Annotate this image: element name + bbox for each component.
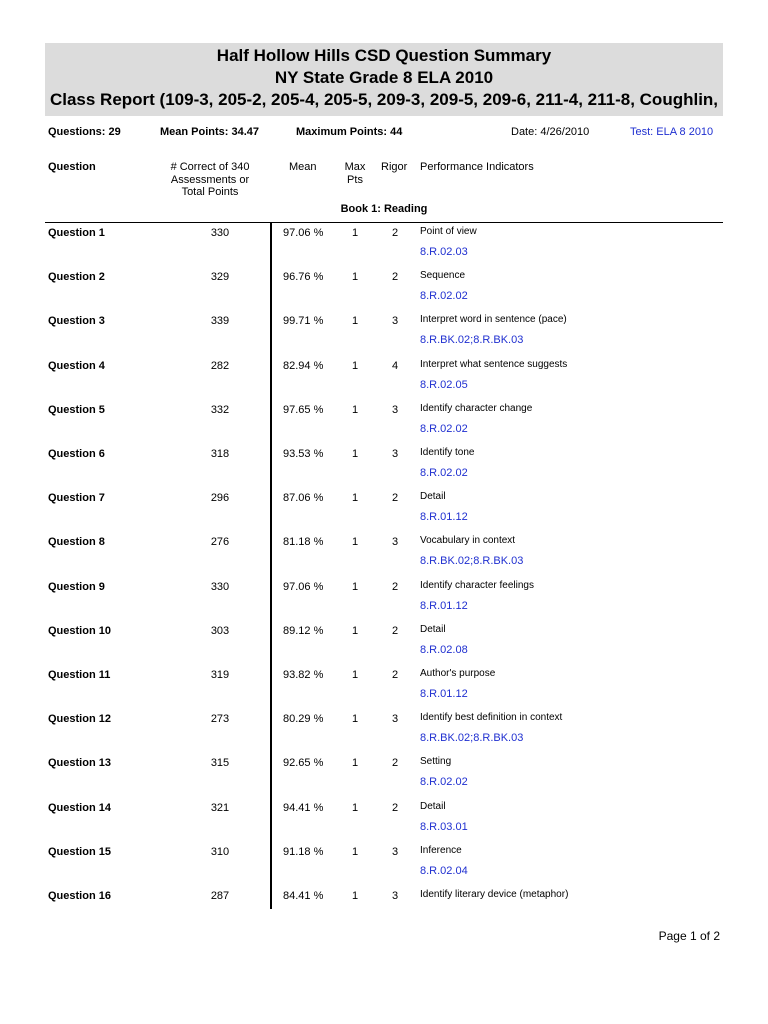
indicator-standard: 8.R.03.01 [420, 821, 468, 833]
table-row [0, 886, 768, 930]
table-row [0, 400, 768, 444]
mean-percent: 80.29 % [283, 713, 324, 725]
correct-count: 318 [210, 448, 230, 460]
col-correct-line1: # Correct of 340 [170, 161, 250, 173]
indicator-standard: 8.R.02.02 [420, 467, 468, 479]
indicator-description: Identify best definition in context [420, 712, 563, 723]
indicator-description: Identify tone [420, 447, 475, 458]
max-points: 1 [351, 669, 359, 681]
indicator-standard: 8.R.BK.02;8.R.BK.03 [420, 334, 524, 346]
correct-count: 319 [210, 669, 230, 681]
correct-count: 296 [210, 492, 230, 504]
table-row [0, 532, 768, 576]
indicator-standard: 8.R.02.02 [420, 290, 468, 302]
mean-percent: 99.71 % [283, 315, 324, 327]
question-label: Question 11 [48, 669, 111, 681]
question-label: Question 5 [48, 404, 105, 416]
question-label: Question 7 [48, 492, 105, 504]
indicator-description: Point of view [420, 226, 477, 237]
mean-percent: 89.12 % [283, 625, 324, 637]
mean-percent: 93.82 % [283, 669, 324, 681]
max-points: 1 [351, 315, 359, 327]
rigor-level: 2 [391, 669, 399, 681]
mean-percent: 93.53 % [283, 448, 324, 460]
correct-count: 330 [210, 581, 230, 593]
mean-percent: 91.18 % [283, 846, 324, 858]
col-max-line1: Max [344, 161, 366, 173]
table-row [0, 842, 768, 886]
correct-count: 329 [210, 271, 230, 283]
indicator-description: Detail [420, 491, 446, 502]
indicator-description: Interpret what sentence suggests [420, 359, 568, 370]
mean-percent: 94.41 % [283, 802, 324, 814]
questions-count: Questions: 29 [48, 126, 121, 138]
question-label: Question 16 [48, 890, 111, 902]
question-label: Question 9 [48, 581, 105, 593]
report-subtitle: NY State Grade 8 ELA 2010 [274, 68, 494, 87]
col-correct [160, 161, 260, 199]
rigor-level: 3 [391, 404, 399, 416]
correct-count: 310 [210, 846, 230, 858]
table-row [0, 444, 768, 488]
indicator-standard: 8.R.02.03 [420, 246, 468, 258]
col-max-line2: Pts [347, 173, 363, 186]
rigor-level: 2 [391, 271, 399, 283]
indicator-standard: 8.R.01.12 [420, 511, 468, 523]
correct-count: 332 [210, 404, 230, 416]
mean-percent: 81.18 % [283, 536, 324, 548]
question-label: Question 14 [48, 802, 111, 814]
col-performance-indicators: Performance Indicators [420, 161, 534, 173]
indicator-standard: 8.R.01.12 [420, 688, 468, 700]
table-row [0, 577, 768, 621]
max-points: 1 [351, 802, 359, 814]
max-points: 1 [351, 713, 359, 725]
test-name: Test: ELA 8 2010 [630, 126, 714, 138]
correct-count: 330 [210, 227, 230, 239]
table-row [0, 709, 768, 753]
correct-count: 273 [210, 713, 230, 725]
rigor-level: 3 [391, 448, 399, 460]
col-question: Question [48, 161, 96, 173]
indicator-description: Vocabulary in context [420, 535, 516, 546]
question-label: Question 6 [48, 448, 105, 460]
table-row [0, 621, 768, 665]
rigor-level: 2 [391, 802, 399, 814]
max-points: 1 [351, 271, 359, 283]
table-row [0, 798, 768, 842]
indicator-standard: 8.R.02.02 [420, 423, 468, 435]
rigor-level: 3 [391, 315, 399, 327]
max-points: 1 [351, 846, 359, 858]
max-points: 1 [351, 227, 359, 239]
max-points: 1 [351, 581, 359, 593]
max-points: 1 [351, 404, 359, 416]
correct-count: 303 [210, 625, 230, 637]
rigor-level: 3 [391, 846, 399, 858]
indicator-description: Detail [420, 801, 446, 812]
correct-count: 339 [210, 315, 230, 327]
question-label: Question 10 [48, 625, 111, 637]
maximum-points: Maximum Points: 44 [296, 126, 403, 138]
indicator-description: Detail [420, 624, 446, 635]
question-label: Question 2 [48, 271, 105, 283]
rigor-level: 4 [391, 360, 399, 372]
report-header [45, 43, 723, 116]
rigor-level: 2 [391, 492, 399, 504]
mean-percent: 82.94 % [283, 360, 324, 372]
mean-percent: 97.65 % [283, 404, 324, 416]
report-date: Date: 4/26/2010 [511, 126, 590, 138]
mean-percent: 87.06 % [283, 492, 324, 504]
mean-percent: 97.06 % [283, 581, 324, 593]
indicator-standard: 8.R.02.02 [420, 776, 468, 788]
rigor-level: 2 [391, 581, 399, 593]
correct-count: 321 [210, 802, 230, 814]
rigor-level: 3 [391, 713, 399, 725]
mean-percent: 84.41 % [283, 890, 324, 902]
question-label: Question 12 [48, 713, 111, 725]
indicator-standard: 8.R.BK.02;8.R.BK.03 [420, 732, 524, 744]
correct-count: 287 [210, 890, 230, 902]
indicator-description: Author's purpose [420, 668, 496, 679]
max-points: 1 [351, 492, 359, 504]
indicator-standard: 8.R.01.12 [420, 600, 468, 612]
table-row [0, 356, 768, 400]
rigor-level: 3 [391, 536, 399, 548]
table-row [0, 267, 768, 311]
table-row [0, 311, 768, 355]
table-row [0, 665, 768, 709]
indicator-description: Sequence [420, 270, 466, 281]
col-correct-line2: Assessments or [170, 173, 250, 186]
rigor-level: 2 [391, 227, 399, 239]
indicator-description: Inference [420, 845, 462, 856]
col-rigor: Rigor [381, 161, 408, 173]
mean-percent: 92.65 % [283, 757, 324, 769]
correct-count: 315 [210, 757, 230, 769]
max-points: 1 [351, 890, 359, 902]
rigor-level: 3 [391, 890, 399, 902]
max-points: 1 [351, 448, 359, 460]
class-report-line: Class Report (109-3, 205-2, 205-4, 205-5, 209-3, 209-5, 209-6, 211-4, 211-8, Coughlin, [49, 90, 719, 109]
question-label: Question 8 [48, 536, 105, 548]
page-number: Page 1 of 2 [658, 929, 720, 943]
max-points: 1 [351, 536, 359, 548]
report-title: Half Hollow Hills CSD Question Summary [216, 46, 552, 65]
question-label: Question 3 [48, 315, 105, 327]
max-points: 1 [351, 625, 359, 637]
indicator-description: Setting [420, 756, 452, 767]
max-points: 1 [351, 360, 359, 372]
col-mean: Mean [289, 161, 317, 173]
indicator-standard: 8.R.02.04 [420, 865, 468, 877]
table-row [0, 488, 768, 532]
table-row [0, 753, 768, 797]
mean-percent: 97.06 % [283, 227, 324, 239]
rigor-level: 2 [391, 625, 399, 637]
mean-percent: 96.76 % [283, 271, 324, 283]
indicator-description: Identify literary device (metaphor) [420, 889, 569, 900]
book-section-title: Book 1: Reading [340, 203, 428, 215]
rigor-level: 2 [391, 757, 399, 769]
question-label: Question 1 [48, 227, 105, 239]
max-points: 1 [351, 757, 359, 769]
question-label: Question 13 [48, 757, 111, 769]
correct-count: 282 [210, 360, 230, 372]
col-max-pts [340, 161, 370, 186]
col-correct-line3: Total Points [181, 186, 239, 198]
mean-points: Mean Points: 34.47 [160, 126, 260, 138]
indicator-standard: 8.R.02.05 [420, 379, 468, 391]
correct-count: 276 [210, 536, 230, 548]
indicator-description: Identify character feelings [420, 580, 534, 591]
indicator-standard: 8.R.02.08 [420, 644, 468, 656]
question-label: Question 15 [48, 846, 111, 858]
indicator-description: Identify character change [420, 403, 533, 414]
question-label: Question 4 [48, 360, 105, 372]
indicator-standard: 8.R.BK.02;8.R.BK.03 [420, 555, 524, 567]
table-row [0, 223, 768, 267]
indicator-description: Interpret word in sentence (pace) [420, 314, 567, 325]
